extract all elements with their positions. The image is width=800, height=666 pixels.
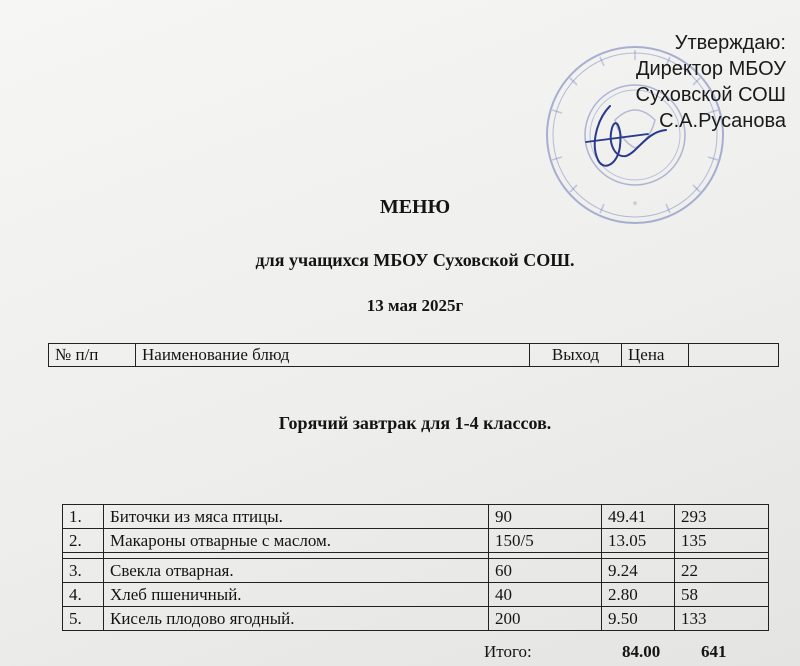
table-row <box>63 505 769 529</box>
svg-text:*: * <box>632 200 638 211</box>
row-dish: Биточки из мяса птицы. <box>104 505 489 529</box>
menu-table <box>62 504 769 631</box>
approval-line-approve: Утверждаю: <box>674 32 786 54</box>
row-portion: 90 <box>489 505 602 529</box>
column-portion-header: Выход <box>530 344 622 367</box>
column-number-header: № п/п <box>49 344 136 367</box>
row-portion: 40 <box>489 583 602 607</box>
row-portion: 200 <box>489 607 602 631</box>
table-row <box>63 529 769 553</box>
approval-block <box>586 30 786 134</box>
row-price: 13.05 <box>602 529 675 553</box>
row-portion: 60 <box>489 559 602 583</box>
row-number: 1. <box>63 505 104 529</box>
row-portion: 150/5 <box>489 529 602 553</box>
table-row <box>63 607 769 631</box>
column-header-table <box>48 343 779 367</box>
total-label: Итого: <box>484 642 532 661</box>
section-title: Горячий завтрак для 1-4 классов. <box>278 413 552 433</box>
menu-date: 13 мая 2025г <box>366 296 464 315</box>
column-extra-header <box>689 344 779 367</box>
row-calories: 135 <box>675 529 769 553</box>
column-header-row <box>49 344 779 367</box>
approval-line-position: Директор МБОУ <box>635 58 786 80</box>
row-price: 9.50 <box>602 607 675 631</box>
total-price: 84.00 <box>622 642 661 661</box>
row-calories: 58 <box>675 583 769 607</box>
row-dish: Макароны отварные с маслом. <box>104 529 489 553</box>
approval-line-name: С.А.Русанова <box>659 110 786 132</box>
row-calories: 133 <box>675 607 769 631</box>
row-number: 2. <box>63 529 104 553</box>
row-price: 9.24 <box>602 559 675 583</box>
row-dish: Хлеб пшеничный. <box>104 583 489 607</box>
row-price: 49.41 <box>602 505 675 529</box>
row-dish: Свекла отварная. <box>104 559 489 583</box>
total-calories: 641 <box>701 642 727 661</box>
row-calories: 22 <box>675 559 769 583</box>
approval-line-school: Суховской СОШ <box>635 84 786 106</box>
row-price: 2.80 <box>602 583 675 607</box>
page-subtitle: для учащихся МБОУ Суховской СОШ. <box>255 250 575 270</box>
page-title: МЕНЮ <box>379 196 451 218</box>
table-row <box>63 559 769 583</box>
column-dish-header: Наименование блюд <box>136 344 530 367</box>
row-calories: 293 <box>675 505 769 529</box>
row-number: 5. <box>63 607 104 631</box>
row-number: 4. <box>63 583 104 607</box>
table-row <box>63 583 769 607</box>
row-dish: Кисель плодово ягодный. <box>104 607 489 631</box>
column-price-header: Цена <box>622 344 689 367</box>
row-number: 3. <box>63 559 104 583</box>
